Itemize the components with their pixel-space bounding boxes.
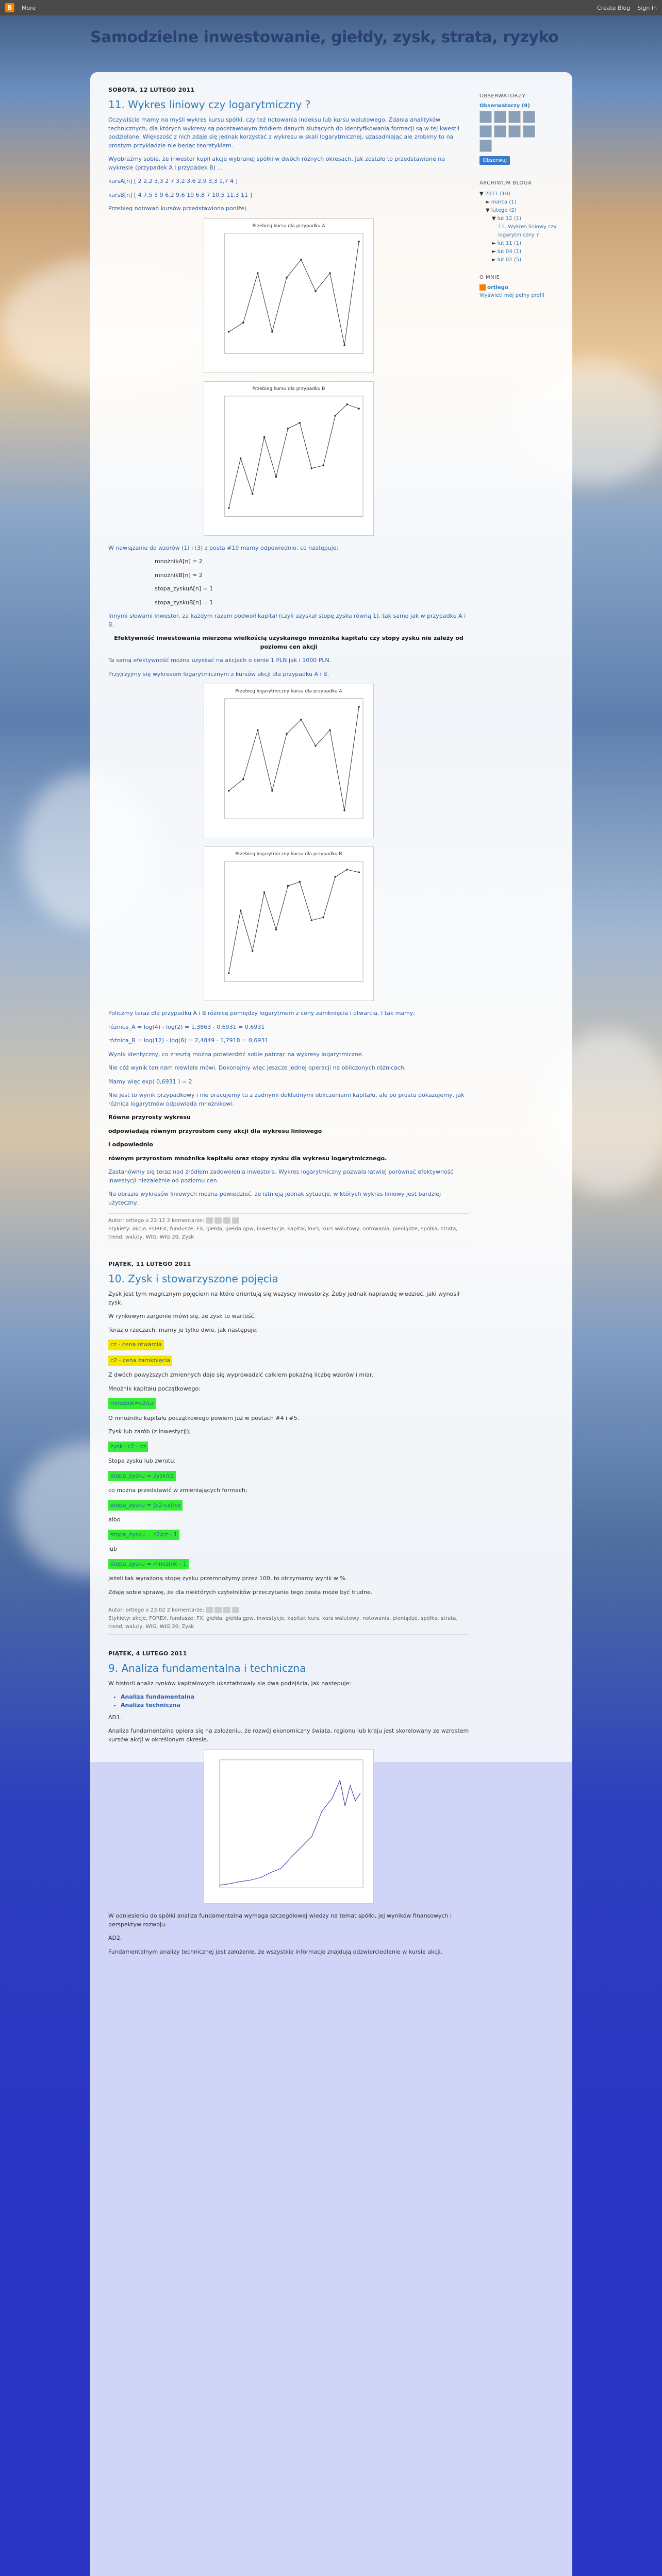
data-point	[329, 729, 331, 731]
date-header: PIĄTEK, 11 LUTEGO 2011	[108, 1261, 191, 1267]
highlighted-variable: c2 - cena zamknięcia	[108, 1355, 172, 1366]
paragraph: Na obrazie wykresów liniowych można powiedzieć, że istnieją jednak sytuacje, w których wykres liniowy jest bardziej użyteczny.	[108, 1191, 441, 1206]
post-author-line[interactable]: Autor: ortlego o 22:12 2 komentarze:	[108, 1217, 469, 1225]
data-point	[299, 881, 301, 883]
paragraph: Stopa zysku lub zwrotu;	[108, 1458, 176, 1464]
avatar[interactable]	[479, 111, 492, 123]
create-blog-link[interactable]: Create Blog	[597, 4, 631, 11]
archive-item-label: 2011 (10)	[485, 191, 510, 197]
paragraph: różnica_A = log(4) - log(2) = 1,3863 - 0,6931 = 0,6931	[108, 1023, 265, 1030]
emphasis-paragraph: odpowiadają równym przyrostom ceny akcji dla wykresu liniowego	[108, 1127, 322, 1134]
data-point	[242, 321, 244, 324]
paragraph: AD2.	[108, 1935, 122, 1941]
chart-index-history[interactable]	[204, 1749, 374, 1904]
data-point	[334, 415, 336, 417]
data-point	[334, 876, 336, 878]
archive-list	[479, 190, 562, 264]
data-point	[346, 403, 348, 405]
analysis-list	[121, 1693, 469, 1708]
data-point	[315, 745, 317, 747]
archive-item[interactable]	[479, 198, 562, 207]
highlighted-formula: stopa_zysku = (c2-cz)/cz	[108, 1500, 183, 1511]
data-point	[240, 910, 242, 912]
paragraph: Przebieg notowań kursów przedstawiono poniżej.	[108, 205, 248, 212]
data-point	[252, 950, 254, 952]
twitter-share-icon[interactable]	[223, 1217, 230, 1224]
highlighted-formula: stopa_zysku = zysk/cz	[108, 1471, 176, 1482]
paragraph: Teraz o rzeczach, mamy je tylko dwie, jak następuje;	[108, 1326, 258, 1333]
paragraph: Innymi słowami inwestor, za każdym razem podwoił kapitał (czyli uzyskał stopę zysku równą 1), tak samo jak w przypadku A i B.	[108, 613, 466, 628]
blogger-profile-icon	[479, 284, 486, 291]
avatar[interactable]	[494, 111, 506, 123]
triangle-down-icon[interactable]: ▼	[479, 191, 484, 197]
data-point	[252, 493, 254, 495]
paragraph: Zysk lub zarób (z inwestycji);	[108, 1428, 191, 1435]
post-title[interactable]: 10. Zysk i stowarzyszone pojęcia	[108, 1273, 278, 1285]
list-item: • Analiza techniczna	[121, 1702, 469, 1708]
blog-title[interactable]: Samodzielne inwestowanie, giełdy, zysk, strata, ryzyko	[90, 28, 559, 46]
data-point	[358, 241, 360, 243]
paragraph: Nie jest to wynik przypadkowy i nie pracujemy tu z żadnymi dokładnymi obliczeniami kapitału, ale po prostu pokazujemy, jak różnica logarytmów odpowiada mnożnikowi.	[108, 1092, 465, 1107]
data-point	[271, 331, 273, 333]
data-point	[271, 790, 273, 792]
paragraph: Mamy więc exp( 0,6931 ) = 2	[108, 1078, 192, 1085]
archive-item-label: lutego (2)	[491, 208, 517, 213]
archive-item-label: 11. Wykres liniowy czy logarytmiczny ?	[498, 224, 557, 238]
avatar[interactable]	[508, 111, 521, 123]
followers-grid	[479, 111, 562, 152]
chart-title: Przebieg logarytmiczny kursu dla przypadku B	[235, 851, 342, 857]
paragraph: co można przedstawić w zmieniających formach;	[108, 1487, 247, 1494]
paragraph: kursB[n] [ 4 7,5 5 9 6,2 9,6 10 6,8 7 10,5 11,3 11 ]	[108, 191, 252, 198]
triangle-down-icon[interactable]: ▼	[492, 216, 496, 222]
highlighted-formula: zysk=c2 - cz	[108, 1442, 148, 1452]
paragraph: Fundamentalnym analizy technicznej jest założenie, że wszystkie informacje znajdują odzwierciedlenie w kursie akcji.	[108, 1948, 443, 1955]
chart-price-a[interactable]	[204, 218, 374, 373]
highlighted-variable: cz - cena otwarcia	[108, 1340, 164, 1350]
post-body	[108, 1680, 469, 1956]
data-point	[322, 917, 324, 919]
chart-frame	[225, 861, 363, 981]
paragraph: różnica_B = log(12) - log(6) = 2,4849 - 1,7918 = 0,6931	[108, 1037, 269, 1044]
data-point	[311, 467, 313, 469]
date-header: SOBOTA, 12 LUTEGO 2011	[108, 87, 195, 93]
archive-item-label: lut 12 (1)	[497, 216, 521, 222]
chart-title: Przebieg logarytmiczny kursu dla przypadku A	[235, 688, 342, 694]
data-point	[343, 344, 345, 346]
data-point	[299, 421, 301, 423]
data-point	[358, 706, 360, 708]
data-point	[263, 436, 266, 438]
chart-frame	[225, 396, 363, 516]
data-point	[275, 928, 277, 930]
data-point	[286, 733, 288, 735]
chart-price-b[interactable]	[204, 381, 374, 536]
avatar[interactable]	[523, 111, 535, 123]
equation: stopa_zyskuA[n] = 1	[155, 585, 213, 592]
triangle-down-icon[interactable]: ▼	[486, 208, 490, 213]
data-point	[275, 476, 277, 478]
date-header: PIĄTEK, 4 LUTEGO 2011	[108, 1650, 187, 1657]
blogger-navbar	[0, 0, 662, 15]
avatar[interactable]	[479, 125, 492, 138]
blogger-logo-icon[interactable]: B	[5, 3, 14, 12]
data-point	[311, 920, 313, 922]
chart-frame	[225, 699, 363, 819]
data-point	[358, 408, 360, 410]
paragraph: W rynkowym żargonie mówi się, że zysk to wartość.	[108, 1313, 256, 1319]
emphasis-paragraph: równym przyrostom mnożnika kapitału oraz stopy zysku dla wykresu logarytmicznego.	[108, 1155, 387, 1162]
paragraph: Wyobraźmy sobie, że inwestor kupił akcje wybranej spółki w dwóch różnych okresach. Jak zostało to przedstawione na wykresie (przypadek A i przypadek B) ...	[108, 156, 445, 171]
archive-item-label: lut 11 (1)	[497, 241, 521, 246]
blog-share-icon[interactable]	[214, 1607, 222, 1613]
archive-item-label: lut 04 (1)	[497, 249, 521, 255]
paragraph: Ta samą efektywność można uzyskać na akcjach o cenie 1 PLN jak i 1000 PLN.	[108, 657, 332, 664]
highlighted-formula: stopa_zysku = c2/cz - 1	[108, 1530, 179, 1540]
highlighted-formula: stopa_zysku = mnożnik - 1	[108, 1559, 189, 1570]
profile-link[interactable]: Wyświetl mój pełny profil	[479, 293, 544, 298]
data-point	[300, 259, 302, 261]
series-line	[229, 870, 359, 973]
data-point	[287, 427, 289, 429]
profile-name[interactable]: ortlego	[479, 284, 562, 291]
emphasis-paragraph: Równe przyrosty wykresu	[108, 1114, 191, 1121]
data-point	[257, 272, 259, 274]
chart-log-b[interactable]	[204, 846, 374, 1001]
paragraph: W nawiązaniu do wzorów (1) i (3) z posta #10 mamy odpowiednio, co następuje;	[108, 544, 339, 551]
triangle-right-icon[interactable]: ►	[486, 199, 490, 205]
avatar[interactable]	[494, 125, 506, 138]
archive-item[interactable]	[479, 207, 562, 215]
archive-item[interactable]	[479, 256, 562, 264]
paragraph: AD1.	[108, 1714, 122, 1721]
paragraph: Policzmy teraz dla przypadku A i B różnicę pomiędzy logarytmem z ceny zamknięcia i otwarcia. I tak mamy;	[108, 1010, 416, 1016]
paragraph: Zysk jest tym magicznym pojęciem na które orientują się wszyscy inwestorzy. Żeby jednak naprawdę wiedzieć, jaki wynosił zysk.	[108, 1291, 460, 1306]
about-widget-title: O MNIE	[479, 275, 500, 280]
chart-log-a[interactable]	[204, 684, 374, 838]
index-line	[220, 1781, 360, 1886]
archive-item-label: marca (1)	[491, 199, 517, 205]
post-body	[108, 1290, 469, 1597]
chart-title: Przebieg kursu dla przypadku A	[252, 223, 325, 229]
triangle-right-icon[interactable]: ►	[492, 241, 496, 246]
paragraph: Jeżeli tak wyrażoną stopę zysku przemnożymy przez 100, to otrzymamy wynik w %.	[108, 1575, 347, 1582]
highlighted-formula: mnożnik=c2/cz	[108, 1398, 156, 1409]
archive-item-label: lut 02 (5)	[497, 257, 521, 263]
facebook-share-icon[interactable]	[232, 1217, 239, 1224]
more-link[interactable]: More	[22, 4, 36, 11]
paragraph: Z dwóch powyższych zmiennych daje się wyprowadzić całkiem pokaźną liczbę wzorów i miar.	[108, 1371, 373, 1378]
series-line	[229, 707, 359, 810]
data-point	[322, 464, 324, 466]
list-item: • Analiza fundamentalna	[121, 1693, 469, 1700]
data-point	[242, 778, 244, 781]
paragraph: W odniesieniu do spółki analiza fundamentalna wymaga szczegółowej wiedzy na temat spółki, jej wyników finansowych i perspektyw rozwoju.	[108, 1912, 452, 1928]
data-point	[343, 809, 345, 811]
sidebar	[479, 90, 562, 298]
facebook-share-icon[interactable]	[232, 1607, 239, 1613]
post-footer	[108, 1603, 469, 1635]
post-title[interactable]: 9. Analiza fundamentalna i techniczna	[108, 1662, 306, 1674]
chart-frame	[220, 1760, 363, 1888]
data-point	[315, 290, 317, 292]
paragraph: kursA[n] [ 2 2,2 3,3 2 7 3,2 3,6 2,9 3,3 1,7 4 ]	[108, 178, 238, 184]
data-point	[228, 790, 230, 792]
main-column	[108, 82, 469, 1961]
data-point	[263, 891, 266, 893]
post-author-line[interactable]: Autor: ortlego o 23:02 2 komentarze:	[108, 1606, 469, 1615]
paragraph: Oczywiście mamy na myśli wykres kursu spółki, czy też notowania indeksu lub kursu walutowego. Zdania analityków technicznych, dla których wykresy są podstawowym źródłem danych służących do identyfikowania formacji są w tej kwestii podzielone. Większość z nich zdaje się jednak korzystać z wykresu w skali logarytmicznej, uzasadniając ale zrobimy to na prostym przykładzie nie będąc teoretykiem.	[108, 116, 460, 149]
blog-header	[90, 28, 580, 59]
data-point	[300, 719, 302, 721]
post-labels[interactable]: Etykiety: akcje, FOREX, fundusze, FX, giełda, giełda gpw, inwestycje, kapitał, kurs, kurs walutowy, notowania, pieniądze, spółka, strata, trend, waluty, WIG, WIG 20, Zysk	[108, 1226, 458, 1240]
data-point	[358, 871, 360, 873]
data-point	[286, 277, 288, 279]
post-labels[interactable]: Etykiety: akcje, FOREX, fundusze, FX, giełda, giełda gpw, inwestycje, kapitał, kurs, kurs walutowy, notowania, pieniądze, spółka, strata, trend, waluty, WIG, WIG 20, Zysk	[108, 1616, 458, 1630]
data-point	[240, 457, 242, 459]
paragraph: Zastanówmy się teraz nad źródłem zadowolenia inwestora. Wykres logarytmiczny pozwala łatwiej porównać efektywność inwestycji niezależnie od poziomu cen.	[108, 1168, 454, 1184]
paragraph: Przyjrzyjmy się wykresom logarytmicznym z kursów akcji dla przypadku A i B.	[108, 670, 329, 677]
data-point	[228, 331, 230, 333]
post-title[interactable]: 11. Wykres liniowy czy logarytmiczny ?	[108, 98, 311, 111]
paragraph: Zdaję sobie sprawę, że dla niektórych czytelników przeczytanie tego posta może być trudne.	[108, 1588, 373, 1596]
archive-item[interactable]	[479, 215, 562, 223]
avatar[interactable]	[508, 125, 521, 138]
sign-in-link[interactable]: Sign In	[637, 4, 657, 11]
series-line	[229, 404, 359, 507]
triangle-right-icon[interactable]: ►	[492, 249, 496, 255]
series-line	[229, 241, 359, 345]
post-body	[108, 116, 469, 1207]
paragraph: albo	[108, 1516, 121, 1523]
paragraph: Mnożnik kapitału początkowego:	[108, 1385, 201, 1392]
archive-item[interactable]	[479, 248, 562, 256]
post-footer	[108, 1213, 469, 1245]
paragraph: Wynik identyczny, co zresztą można potwierdzić sobie patrząc na wykresy logarytmiczne.	[108, 1050, 364, 1058]
data-point	[228, 972, 230, 974]
follow-button[interactable]: Obserwuj	[479, 156, 510, 165]
archive-item[interactable]	[479, 223, 562, 240]
followers-count[interactable]: Obserwatorzy (9)	[479, 103, 530, 109]
archive-item[interactable]	[479, 240, 562, 248]
emphasis-paragraph: Efektywność inwestowania mierzona wielkością uzyskanego mnożnika kapitału czy stopy zysku nie zależy od poziomu cen akcji	[114, 635, 464, 650]
equation: mnożnikA[n] = 2	[155, 558, 203, 565]
data-point	[228, 507, 230, 509]
data-point	[346, 869, 348, 871]
twitter-share-icon[interactable]	[223, 1607, 230, 1613]
avatar[interactable]	[523, 125, 535, 138]
data-point	[257, 729, 259, 731]
data-point	[287, 885, 289, 887]
triangle-right-icon[interactable]: ►	[492, 257, 496, 263]
followers-widget-title: OBSERWATORZY	[479, 93, 526, 99]
avatar[interactable]	[479, 140, 492, 152]
data-point	[329, 272, 331, 274]
paragraph: W historii analiz rynków kapitałowych ukształtowały się dwa podejścia, jak następuje:	[108, 1680, 352, 1687]
email-share-icon[interactable]	[206, 1607, 213, 1613]
paragraph: lub	[108, 1546, 118, 1552]
archive-item[interactable]	[479, 190, 562, 198]
equation: stopa_zyskuB[n] = 1	[155, 599, 213, 606]
email-share-icon[interactable]	[206, 1217, 213, 1224]
paragraph: O mnożniku kapitału początkowego powiem już w postach #4 i #5.	[108, 1414, 300, 1421]
paragraph: Analiza fundamentalna opiera się na założeniu, że rozwój ekonomiczny świata, regionu lub kraju jest skorelowany ze wzrostem kursów akcji w określonym okresie.	[108, 1727, 469, 1743]
chart-title: Przebieg kursu dla przypadku B	[252, 386, 325, 392]
archive-widget-title: ARCHIWUM BLOGA	[479, 180, 532, 186]
equation: mnożnikB[n] = 2	[155, 571, 203, 579]
paragraph: Nie cóż wynik ten nam niewiele mówi. Dokonajmy więc jeszcze jednej operacji na obliczonych różnicach.	[108, 1064, 406, 1071]
emphasis-paragraph: i odpowiednio	[108, 1141, 153, 1148]
blog-share-icon[interactable]	[214, 1217, 222, 1224]
